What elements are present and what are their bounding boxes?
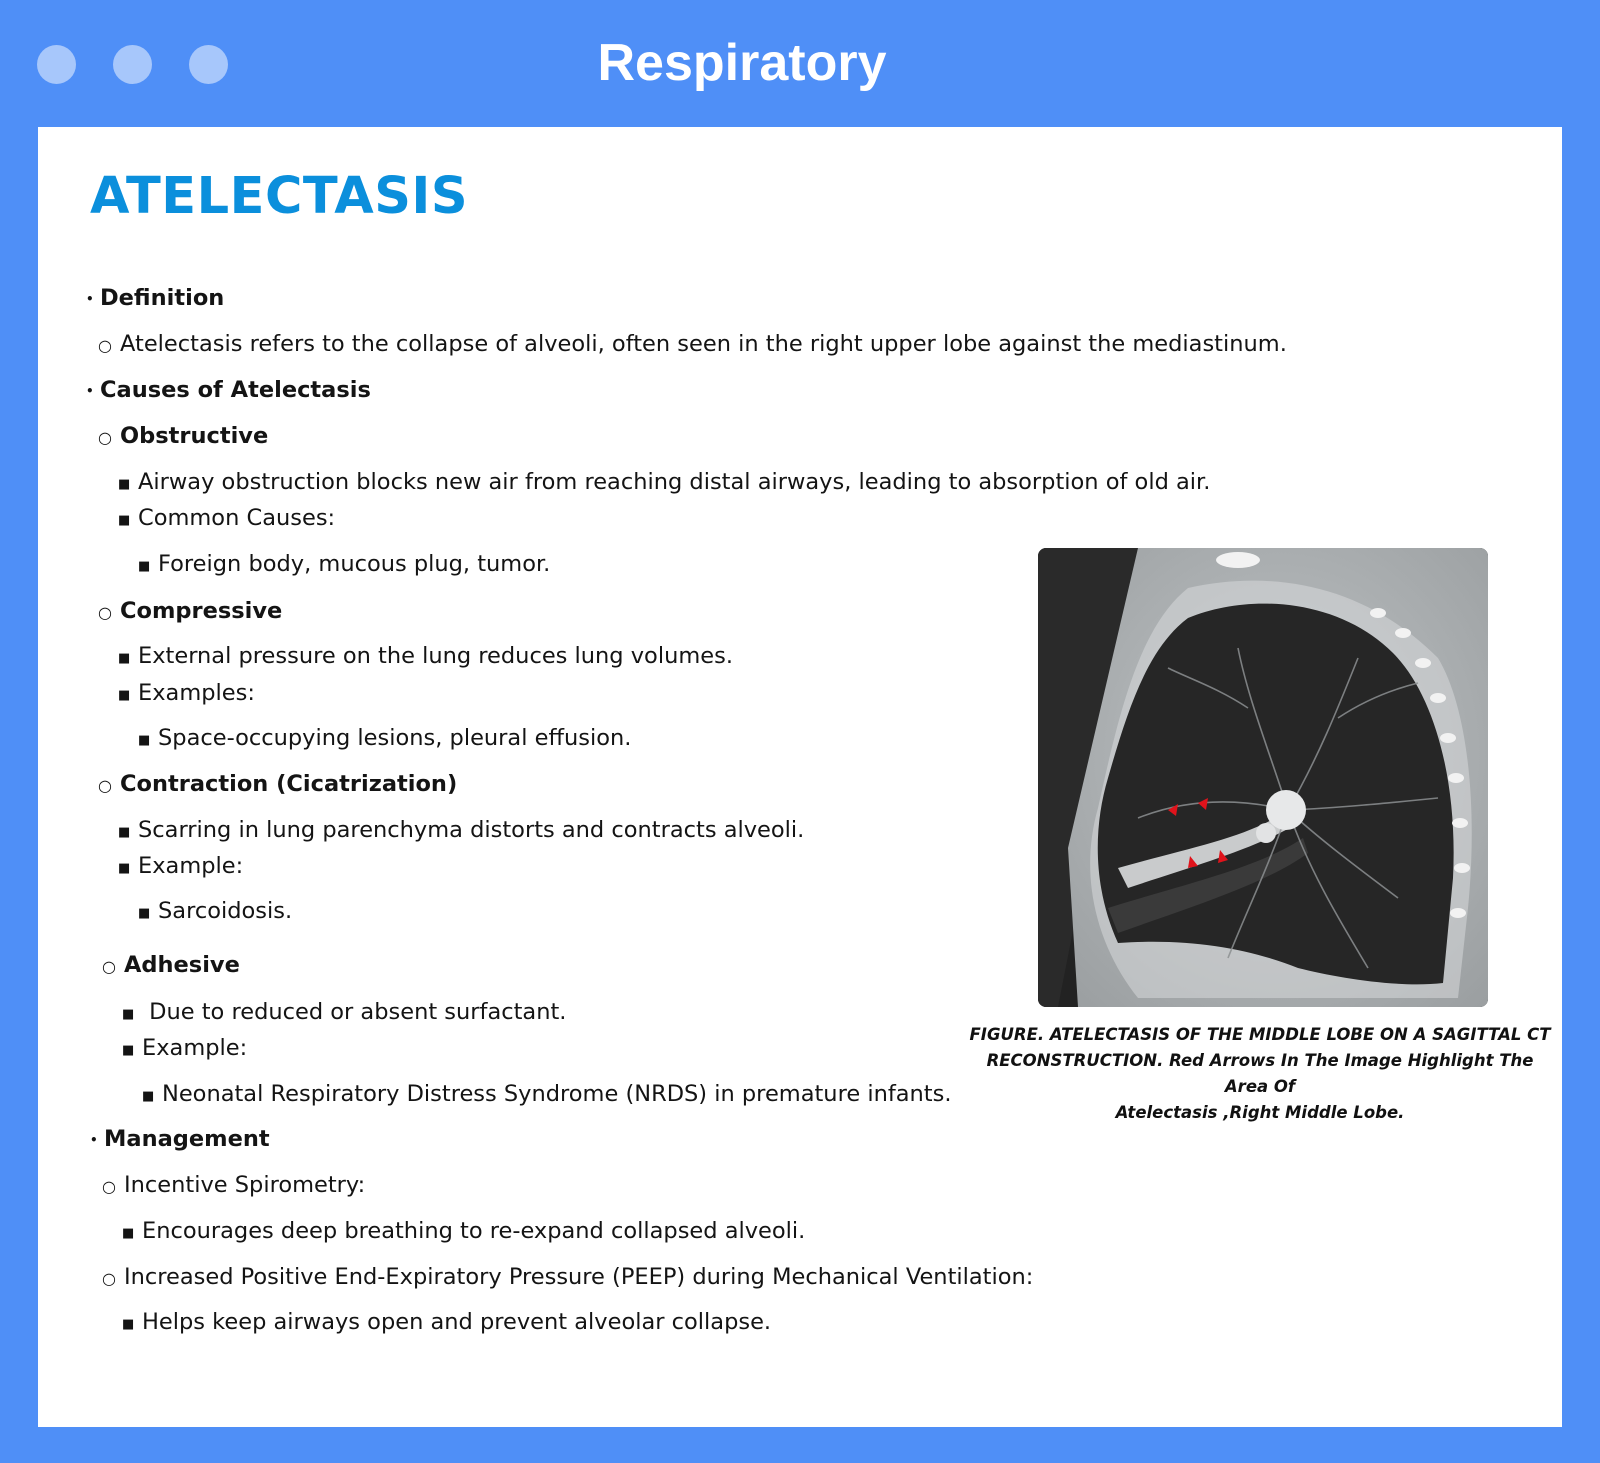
heading-text: Management <box>104 1126 270 1152</box>
adhesive-point-1: ■ Due to reduced or absent surfactant. <box>122 999 567 1025</box>
obstructive-sub-1: ■ Foreign body, mucous plug, tumor. <box>138 551 551 577</box>
window-title: Respiratory <box>597 34 887 92</box>
heading-text: Definition <box>100 285 225 311</box>
heading-text: Causes of Atelectasis <box>100 377 371 403</box>
window-titlebar <box>0 0 1600 127</box>
list-item-text: Example: <box>142 1035 248 1061</box>
compressive-point-1: ■ External pressure on the lung reduces lung volumes. <box>118 643 733 669</box>
ct-scan-image <box>1038 548 1488 1007</box>
contraction-heading: ○ Contraction (Cicatrization) <box>98 771 458 797</box>
obstructive-point-1: ■ Airway obstruction blocks new air from reaching distal airways, leading to absorption of old air. <box>118 469 1211 495</box>
ct-scan-figure <box>1038 548 1488 1007</box>
obstructive-point-2: ■ Common Causes: <box>118 505 336 531</box>
list-item-text: Airway obstruction blocks new air from reaching distal airways, leading to absorption of old air. <box>138 469 1211 495</box>
management-item-2-sub: ■ Helps keep airways open and prevent alveolar collapse. <box>122 1309 772 1335</box>
subheading-text: Contraction (Cicatrization) <box>120 771 458 797</box>
caption-line: RECONSTRUCTION. Red Arrows In The Image Highlight The Area Of <box>986 1051 1534 1096</box>
document-title: ATELECTASIS <box>90 167 469 226</box>
section-management-heading: • Management <box>90 1126 270 1152</box>
subheading-text: Adhesive <box>124 952 240 978</box>
contraction-point-1: ■ Scarring in lung parenchyma distorts and contracts alveoli. <box>118 817 805 843</box>
contraction-sub-1: ■ Sarcoidosis. <box>138 898 293 924</box>
list-item-text: Increased Positive End-Expiratory Pressure (PEEP) during Mechanical Ventilation: <box>124 1264 1034 1290</box>
list-item-text: Sarcoidosis. <box>158 898 293 924</box>
management-item-2: ○ Increased Positive End-Expiratory Pressure (PEEP) during Mechanical Ventilation: <box>102 1264 1034 1290</box>
compressive-sub-1: ■ Space-occupying lesions, pleural effusion. <box>138 725 632 751</box>
adhesive-heading: ○ Adhesive <box>102 952 240 978</box>
contraction-point-2: ■ Example: <box>118 853 244 879</box>
list-item-text: Incentive Spirometry: <box>124 1172 366 1198</box>
caption-line: Atelectasis ,Right Middle Lobe. <box>1115 1103 1405 1122</box>
compressive-point-2: ■ Examples: <box>118 680 255 706</box>
list-item-text: Example: <box>138 853 244 879</box>
caption-line: FIGURE. ATELECTASIS OF THE MIDDLE LOBE ON A SAGITTAL CT <box>969 1025 1551 1044</box>
obstructive-heading: ○ Obstructive <box>98 423 269 449</box>
definition-text: ○ Atelectasis refers to the collapse of alveoli, often seen in the right upper lobe against the mediastinum. <box>98 331 1287 357</box>
section-definition-heading: • Definition <box>86 285 225 311</box>
list-item-text: External pressure on the lung reduces lung volumes. <box>138 643 733 669</box>
list-item-text: Examples: <box>138 680 255 706</box>
subheading-text: Compressive <box>120 598 283 624</box>
management-item-1-sub: ■ Encourages deep breathing to re-expand collapsed alveoli. <box>122 1218 806 1244</box>
list-item-text: Atelectasis refers to the collapse of alveoli, often seen in the right upper lobe against the mediastinum. <box>120 331 1287 357</box>
list-item-text: Helps keep airways open and prevent alveolar collapse. <box>142 1309 772 1335</box>
list-item-text: Space-occupying lesions, pleural effusion. <box>158 725 632 751</box>
list-item-text: Scarring in lung parenchyma distorts and contracts alveoli. <box>138 817 805 843</box>
figure-caption <box>965 1022 1555 1126</box>
list-item-text: Neonatal Respiratory Distress Syndrome (NRDS) in premature infants. <box>162 1081 952 1107</box>
adhesive-sub-1: ■ Neonatal Respiratory Distress Syndrome (NRDS) in premature infants. <box>142 1081 952 1107</box>
management-item-1: ○ Incentive Spirometry: <box>102 1172 366 1198</box>
list-item-text: Foreign body, mucous plug, tumor. <box>158 551 551 577</box>
list-item-text: Due to reduced or absent surfactant. <box>142 999 567 1025</box>
adhesive-point-2: ■ Example: <box>122 1035 248 1061</box>
compressive-heading: ○ Compressive <box>98 598 283 624</box>
subheading-text: Obstructive <box>120 423 269 449</box>
section-causes-heading: • Causes of Atelectasis <box>86 377 371 403</box>
list-item-text: Encourages deep breathing to re-expand collapsed alveoli. <box>142 1218 806 1244</box>
list-item-text: Common Causes: <box>138 505 336 531</box>
document-content <box>38 127 1562 1427</box>
